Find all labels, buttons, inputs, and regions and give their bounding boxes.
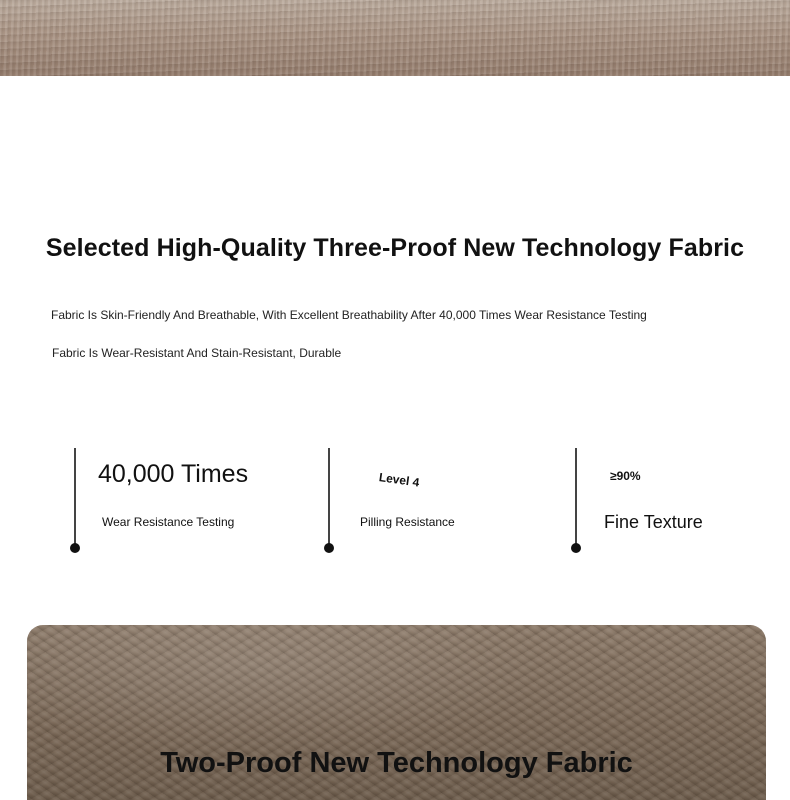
stat-dot-icon xyxy=(324,543,334,553)
panel-title: Two-Proof New Technology Fabric xyxy=(160,747,633,779)
fabric-texture-panel xyxy=(27,625,766,800)
stat-divider-line xyxy=(328,448,330,544)
fabric-headline: Selected High-Quality Three-Proof New Technology Fabric xyxy=(45,234,745,262)
stat-dot-icon xyxy=(571,543,581,553)
wood-texture-banner xyxy=(0,0,790,76)
description-durability: Fabric Is Wear-Resistant And Stain-Resistant, Durable xyxy=(52,346,342,360)
stat-value: 40,000 Times xyxy=(98,460,249,488)
stat-dot-icon xyxy=(70,543,80,553)
stat-label: Fine Texture xyxy=(604,512,703,532)
stat-value: ≥90% xyxy=(610,469,641,483)
stat-label: Pilling Resistance xyxy=(360,515,455,529)
stat-value: Level 4 xyxy=(378,470,421,490)
stat-divider-line xyxy=(575,448,577,544)
stat-divider-line xyxy=(74,448,76,544)
stat-label: Wear Resistance Testing xyxy=(102,515,235,529)
description-breathability: Fabric Is Skin-Friendly And Breathable, With Excellent Breathability After 40,000 Times Wear Resistance Testing xyxy=(51,308,647,322)
